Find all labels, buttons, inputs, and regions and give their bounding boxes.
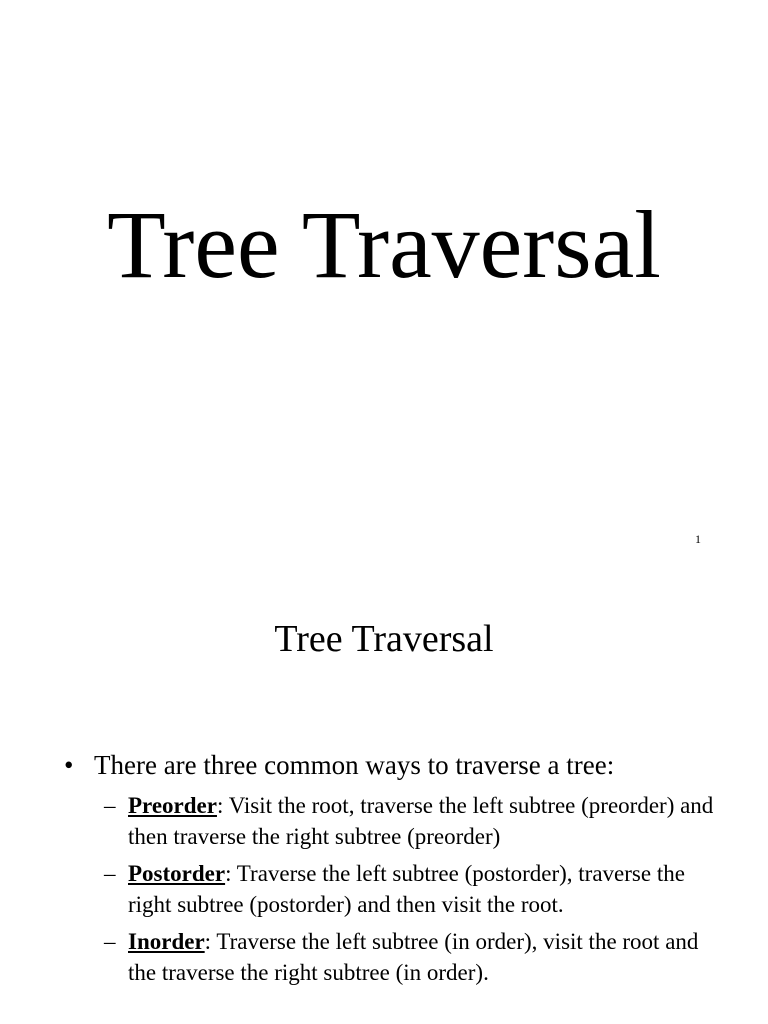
dash-marker: – — [104, 929, 116, 954]
slide-1-title: Tree Traversal — [107, 191, 661, 298]
page-number: 1 — [695, 532, 701, 546]
description-preorder: : Visit the root, traverse the left subtree (preorder) and then traverse the right subtree (preorder) — [128, 793, 714, 849]
list-item-postorder — [104, 858, 724, 920]
list-item-preorder — [104, 790, 724, 852]
bullet-marker: • — [64, 750, 74, 780]
bullet-intro-text: There are three common ways to traverse a tree: — [94, 750, 615, 780]
term-postorder: Postorder — [128, 861, 226, 886]
dash-marker: – — [104, 793, 116, 818]
main-bullet — [64, 748, 744, 782]
list-item-inorder — [104, 926, 724, 988]
description-postorder: : Traverse the left subtree (postorder), traverse the right subtree (postorder) and then visit the root. — [128, 861, 685, 917]
dash-marker: – — [104, 861, 116, 886]
slide-2-title: Tree Traversal — [274, 618, 494, 660]
term-preorder: Preorder — [128, 793, 217, 818]
description-inorder: : Traverse the left subtree (in order), visit the root and the traverse the right subtree (in order). — [128, 929, 699, 985]
term-inorder: Inorder — [128, 929, 205, 954]
slide-2 — [0, 560, 768, 1024]
traversal-list — [104, 790, 724, 994]
